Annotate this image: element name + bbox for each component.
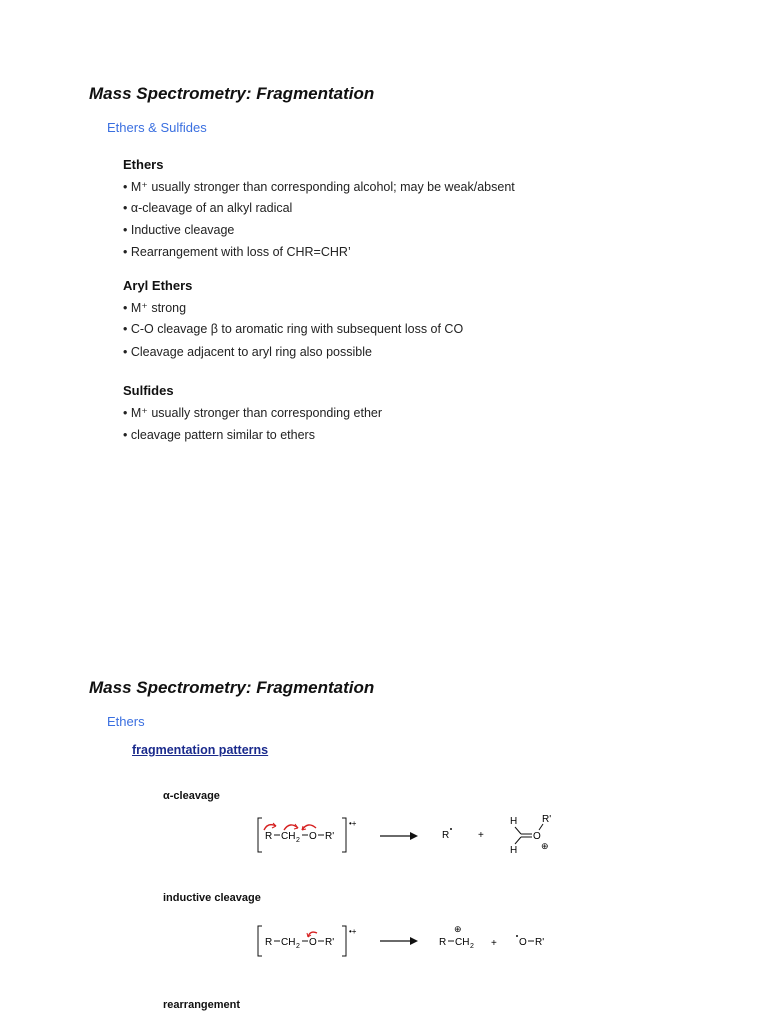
plus-sign: + [491,938,497,949]
mechanism-label-alpha-cleavage: α-cleavage [163,790,220,802]
right-bracket [342,818,346,852]
bullet-item: • M⁺ usually stronger than corresponding alcohol; may be weak/absent [123,180,515,194]
reactant-o: O [309,831,317,842]
reactant-o: O [309,937,317,948]
radical-cation-charge: •+ [349,927,357,936]
bullet-item: • M⁺ strong [123,301,187,315]
product-r: R [439,937,447,948]
slide1-subtitle: Ethers & Sulfides [107,120,207,135]
reactant-ch: CH [281,831,296,842]
product-h-bottom: H [510,845,518,856]
bullet-item: • Rearrangement with loss of CHR=CHR’ [123,245,351,259]
product-oxygen: O [519,937,527,948]
section-heading-aryl-ethers: Aryl Ethers [123,278,193,293]
slide1-title: Mass Spectrometry: Fragmentation [89,84,375,103]
product-r-prime: R' [535,937,545,948]
radical-cation-charge: •+ [349,819,357,828]
right-bracket [342,926,346,956]
product-h-top: H [510,816,518,827]
product-radical: R [442,830,450,841]
section-heading-ethers: Ethers [123,157,164,172]
product-oxygen: O [533,831,541,842]
reactant-r2: R' [325,831,335,842]
slide2-title: Mass Spectrometry: Fragmentation [89,678,375,697]
product-r-prime: R' [542,814,552,825]
reactant-r: R [265,937,273,948]
alpha-cleavage-scheme [250,810,570,860]
carbocation-charge: ⊕ [454,924,462,934]
reactant-sub: 2 [296,943,300,950]
section-heading-sulfides: Sulfides [123,383,174,398]
left-bracket [258,818,262,852]
product-ch: CH [455,937,470,948]
bullet-item: • α-cleavage of an alkyl radical [123,201,293,215]
mechanism-label-rearrangement: rearrangement [163,999,241,1011]
fragmentation-patterns-link[interactable]: fragmentation patterns [132,743,269,757]
reactant-r2: R' [325,937,335,948]
inductive-cleavage-scheme [250,920,570,962]
left-bracket [258,926,262,956]
reactant-sub: 2 [296,837,300,844]
product-sub: 2 [470,943,474,950]
bullet-item: • Cleavage adjacent to aryl ring also possible [123,345,372,359]
plus-sign: + [478,830,484,841]
bullet-item: • C-O cleavage β to aromatic ring with subsequent loss of CO [123,322,464,336]
oxonium-charge: ⊕ [541,841,549,851]
bullet-item: • M⁺ usually stronger than corresponding ether [123,406,383,420]
bullet-item: • cleavage pattern similar to ethers [123,428,315,442]
bullet-item: • Inductive cleavage [123,223,235,237]
reactant-r: R [265,831,273,842]
slide2-subtitle: Ethers [107,714,145,729]
mechanism-label-inductive-cleavage: inductive cleavage [163,892,261,904]
reactant-ch: CH [281,937,296,948]
